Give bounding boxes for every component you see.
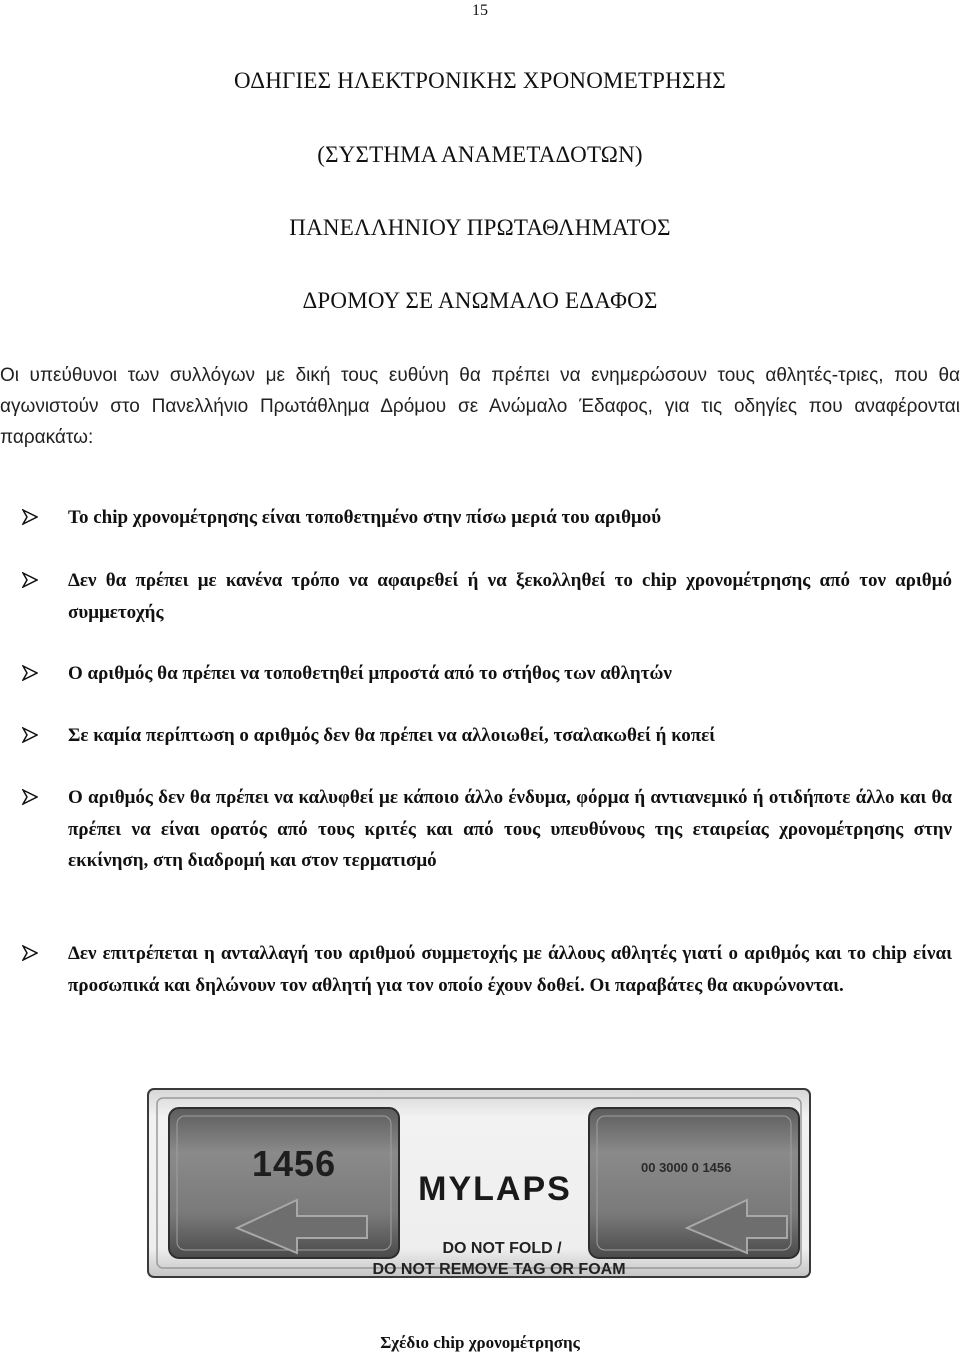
instruction-item [0,658,960,690]
title-line-2: (ΣΥΣΤΗΜΑ ΑΝΑΜΕΤΑΔΟΤΩΝ) [317,142,643,167]
chip-number: 1456 [252,1143,337,1184]
instruction-text: Δεν θα πρέπει με κανένα τρόπο να αφαιρεθεί ή να ξεκολληθεί το chip χρονομέτρησης από τον αριθμό συμμετοχής [68,570,952,623]
chip-serial: 00 3000 0 1456 [641,1160,732,1175]
arrow-bullet-icon [22,509,38,525]
arrow-bullet-icon [22,789,38,805]
instruction-item [0,938,960,1001]
arrow-bullet-icon [22,945,38,961]
arrow-bullet-icon [22,665,38,681]
title-line-3: ΠΑΝΕΛΛΗΝΙΟΥ ΠΡΩΤΑΘΛΗΜΑΤΟΣ [289,215,671,240]
instruction-text: Σε καμία περίπτωση ο αριθμός δεν θα πρέπει να αλλοιωθεί, τσαλακωθεί ή κοπεί [68,725,716,746]
chip-brand-logo: MYLAPS [418,1170,572,1208]
figure-caption: Σχέδιο chip χρονομέτρησης [380,1333,580,1352]
instruction-text: Ο αριθμός δεν θα πρέπει να καλυφθεί με κάποιο άλλο ένδυμα, φόρμα ή αντιανεμικό ή οτιδήποτε άλλο και θα πρέπει να είναι ορατός από τους κριτές και από τους υπευθύνους της εταιρείας χρονομέτρησης στην εκκίνηση, στη διαδρομή και στον τερματισμό [68,787,952,871]
chip-warning-line-1: DO NOT FOLD / [442,1240,562,1257]
instruction-item [0,782,960,877]
instruction-item [0,502,960,534]
instruction-item [0,565,960,628]
title-line-1: ΟΔΗΓΙΕΣ ΗΛΕΚΤΡΟΝΙΚΗΣ ΧΡΟΝΟΜΕΤΡΗΣΗΣ [234,68,726,93]
instruction-text: Το chip χρονομέτρησης είναι τοποθετημένο στην πίσω μεριά του αριθμού [68,507,662,528]
timing-chip-image [147,1088,811,1278]
title-line-4: ΔΡΟΜΟΥ ΣΕ ΑΝΩΜΑΛΟ ΕΔΑΦΟΣ [302,288,658,313]
chip-warning-line-2: DO NOT REMOVE TAG OR FOAM [372,1261,626,1278]
instruction-text: Δεν επιτρέπεται η ανταλλαγή του αριθμού συμμετοχής με άλλους αθλητές γιατί ο αριθμός και το chip είναι προσωπικά και δηλώνουν τον αθλητή για τον οποίο έχουν δοθεί. Οι παραβάτες θα ακυρώνονται. [68,943,952,996]
instruction-text: Ο αριθμός θα πρέπει να τοποθετηθεί μπροστά από το στήθος των αθλητών [68,663,672,684]
arrow-bullet-icon [22,727,38,743]
arrow-bullet-icon [22,572,38,588]
page-number: 15 [472,2,488,19]
intro-paragraph: Οι υπεύθυνοι των συλλόγων με δική τους ευθύνη θα πρέπει να ενημερώσουν τους αθλητές-τριες, που θα αγωνιστούν στο Πανελλήνιο Πρωτάθλημα Δρόμου σε Ανώμαλο Έδαφος, για τις οδηγίες που αναφέρονται παρακάτω: [0,365,960,448]
instruction-item [0,720,960,752]
